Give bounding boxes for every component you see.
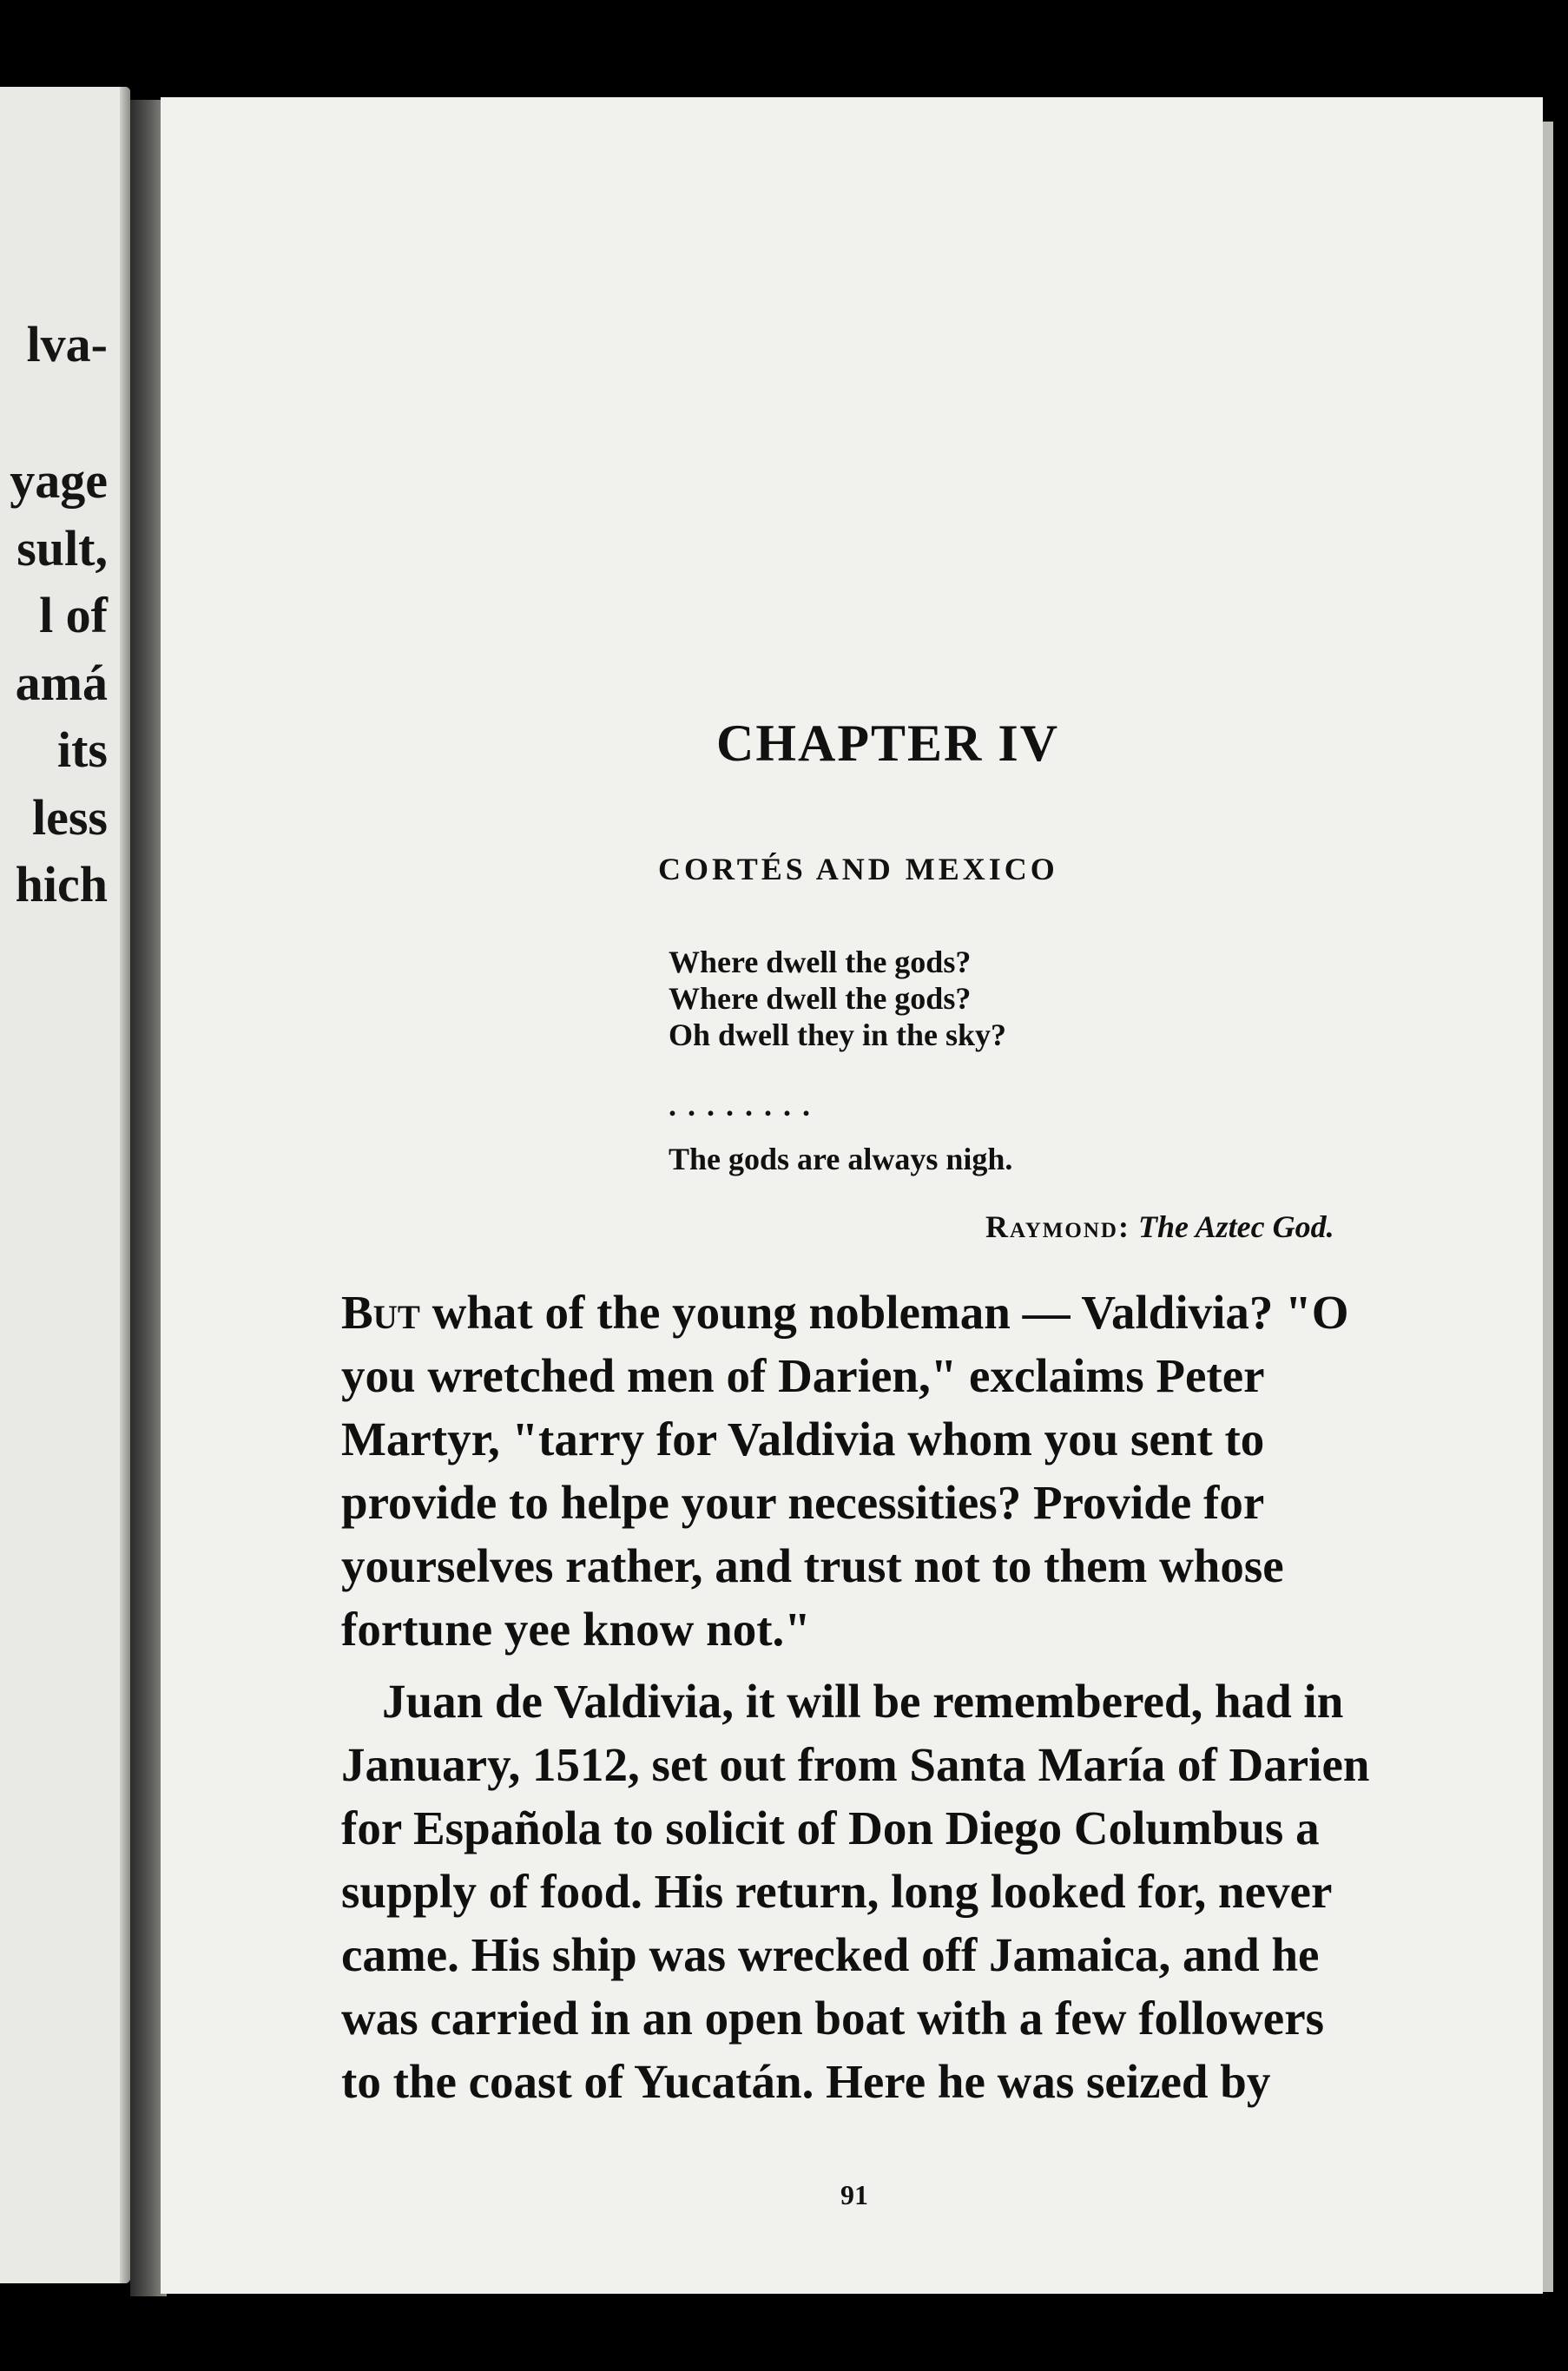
attribution-work: The Aztec God. bbox=[1137, 1209, 1334, 1244]
body-line: Martyr, "tarry for Valdivia whom you sent to bbox=[341, 1413, 1265, 1465]
previous-page-line: l of bbox=[39, 587, 108, 643]
previous-page-line: hich bbox=[15, 856, 108, 912]
body-line: supply of food. His return, long looked for, never bbox=[341, 1865, 1333, 1918]
previous-page-line: yage bbox=[10, 452, 108, 509]
epigraph-attribution bbox=[985, 1209, 1334, 1245]
body-line: came. His ship was wrecked off Jamaica, and he bbox=[341, 1928, 1320, 1981]
chapter-subtitle: CORTÉS AND MEXICO bbox=[658, 852, 1058, 886]
epigraph-line: Oh dwell they in the sky? bbox=[669, 1018, 1007, 1052]
body-line: yourselves rather, and trust not to them whose bbox=[341, 1539, 1284, 1592]
previous-page-line: its bbox=[57, 721, 108, 778]
book-page bbox=[161, 97, 1543, 2294]
body-line: fortune yee know not." bbox=[341, 1603, 811, 1656]
previous-page-line: sult, bbox=[16, 520, 108, 576]
chapter-title: CHAPTER IV bbox=[716, 715, 1060, 772]
epigraph-line: The gods are always nigh. bbox=[669, 1142, 1013, 1176]
body-line: provide to helpe your necessities? Provide for bbox=[341, 1476, 1265, 1529]
body-line: Juan de Valdivia, it will be remembered, had in bbox=[382, 1675, 1344, 1728]
previous-page-line: lva- bbox=[26, 316, 108, 372]
attribution-author: Raymond: bbox=[985, 1209, 1130, 1244]
previous-page-gutter bbox=[120, 87, 130, 2283]
previous-page-fragment bbox=[0, 87, 130, 2283]
epigraph-ellipsis: . . . . . . . . bbox=[669, 1088, 812, 1123]
page-edge bbox=[1543, 122, 1553, 2292]
page-number: 91 bbox=[840, 2179, 868, 2210]
body-line: to the coast of Yucatán. Here he was seized by bbox=[341, 2055, 1271, 2108]
epigraph-line: Where dwell the gods? bbox=[669, 945, 972, 979]
body-line: January, 1512, set out from Santa María of Darien bbox=[341, 1738, 1370, 1791]
lead-in-word: But bbox=[341, 1286, 420, 1339]
previous-page-line: amá bbox=[15, 655, 108, 711]
body-line: for Española to solicit of Don Diego Columbus a bbox=[341, 1801, 1320, 1854]
epigraph-line: Where dwell the gods? bbox=[669, 981, 972, 1016]
body-line: you wretched men of Darien," exclaims Peter bbox=[341, 1349, 1265, 1402]
body-line: was carried in an open boat with a few followers bbox=[341, 1992, 1325, 2045]
body-line bbox=[341, 1286, 1349, 1339]
previous-page-line: less bbox=[32, 789, 108, 846]
body-line-text: what of the young nobleman — Valdivia? "O bbox=[419, 1286, 1349, 1339]
